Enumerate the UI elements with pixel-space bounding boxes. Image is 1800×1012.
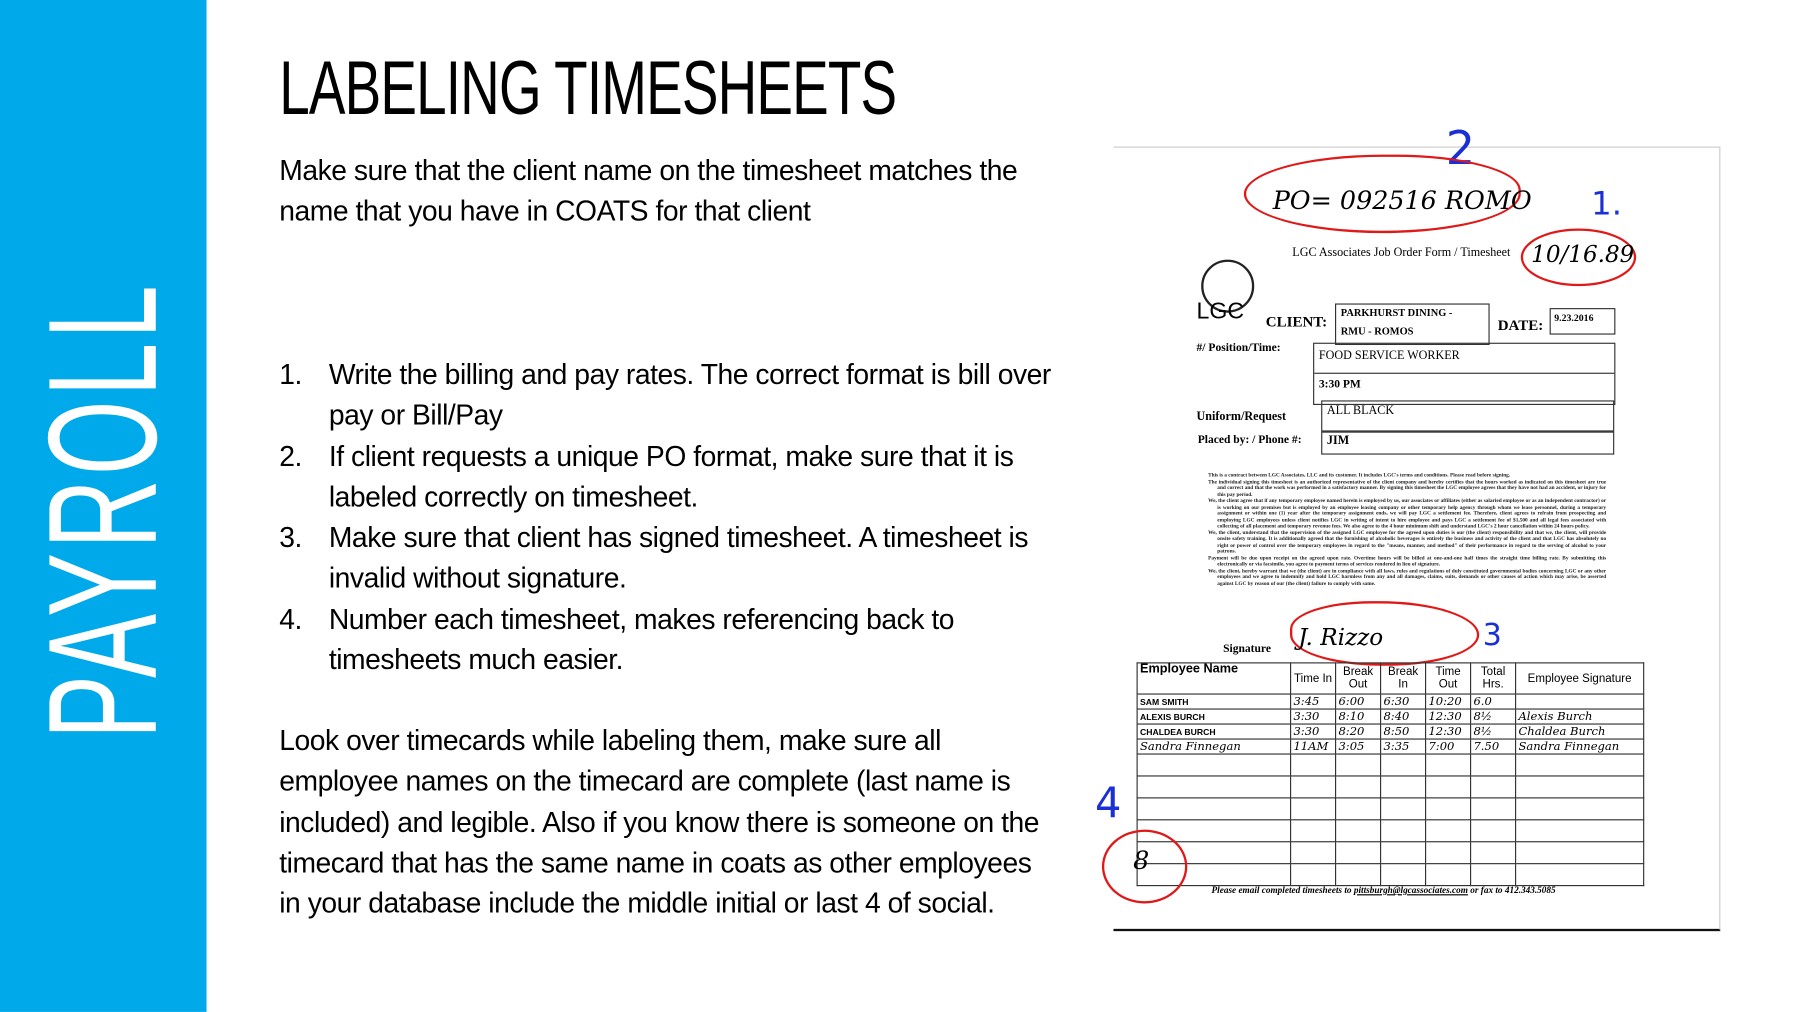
- cell-total: 7.50: [1471, 739, 1516, 754]
- uniform-value: ALL BLACK: [1326, 405, 1395, 418]
- placed-field: [1321, 432, 1614, 455]
- intro-paragraph: Make sure that the client name on the timesheet matches the name that you have in COATS for that client: [279, 155, 1018, 228]
- cell-time-out: 12:30: [1426, 709, 1471, 724]
- client-signature: J. Rizzo: [1298, 623, 1384, 651]
- timesheet-image: [1095, 122, 1720, 932]
- hours-table: [1137, 662, 1645, 886]
- table-row: [1137, 724, 1644, 739]
- sidebar-band: [0, 0, 207, 1012]
- list-number: 1.: [279, 360, 302, 392]
- cell-signature: Chaldea Burch: [1516, 724, 1644, 739]
- divider: [1314, 373, 1614, 374]
- annotation-1: 1.: [1591, 184, 1622, 223]
- table-row-empty: [1137, 776, 1644, 798]
- list-text: Make sure that client has signed timesheet. A timesheet is invalid without signature.: [328, 522, 1029, 595]
- placed-label: Placed by: / Phone #:: [1197, 433, 1302, 447]
- table-row-empty: [1137, 798, 1644, 820]
- cell-break-out: 6:00: [1336, 694, 1381, 709]
- list-number: 4.: [279, 604, 302, 636]
- list-number: 3.: [279, 522, 302, 555]
- cell-total: 8½: [1471, 724, 1516, 739]
- placed-value: JIM: [1326, 435, 1350, 448]
- position-field: [1313, 343, 1615, 405]
- closing-paragraph: Look over timecards while labeling them, make sure all employee names on the timecard are complete (last name is included) and legible. Also if you know there is someone on the timecard that has the same name in coats as other employees in your database include the middle initial or last 4 of social.: [279, 725, 1040, 920]
- terms-fine-print: [1208, 472, 1606, 586]
- term: Payment will be due upon receipt on the agreed upon rate. Overtime hours will be billed at one-and-one half times the straight time billing rate. By submitting this electronically or via facsimile, you agree to payment terms of services rendered in lieu of signature.: [1208, 554, 1607, 567]
- cell-name: SAM SMITH: [1137, 694, 1290, 709]
- page-title: LABELING TIMESHEETS: [279, 45, 897, 131]
- cell-time-out: 7:00: [1426, 739, 1471, 754]
- cell-time-out: 12:30: [1426, 724, 1471, 739]
- steps-list: [279, 355, 1064, 681]
- date-value: 9.23.2016: [1554, 311, 1594, 324]
- cell-name: ALEXIS BURCH: [1137, 709, 1290, 724]
- table-row: [1137, 739, 1644, 754]
- list-item: [279, 600, 1064, 681]
- cell-name: CHALDEA BURCH: [1137, 724, 1290, 739]
- position-value: FOOD SERVICE WORKER: [1318, 349, 1460, 363]
- cell-break-in: 3:35: [1381, 739, 1426, 754]
- footer-fax: or fax to 412.343.5085: [1467, 885, 1556, 896]
- table-row-empty: [1137, 820, 1644, 842]
- list-text: Write the billing and pay rates. The correct format is bill over pay or Bill/Pay: [328, 360, 1051, 432]
- annotation-3: 3: [1482, 618, 1502, 654]
- cell-time-in: 11AM: [1291, 739, 1336, 754]
- bill-pay-rates: 10/16.89: [1531, 240, 1635, 268]
- cell-signature: Alexis Burch: [1516, 709, 1644, 724]
- col-break-in: Break In: [1381, 663, 1426, 694]
- list-item: [279, 518, 1064, 599]
- col-employee-name: Employee Name: [1137, 663, 1290, 694]
- client-line-2: RMU - ROMOS: [1340, 325, 1414, 337]
- col-total-hrs: Total Hrs.: [1471, 663, 1516, 694]
- table-row: [1137, 709, 1644, 724]
- cell-name: Sandra Finnegan: [1137, 739, 1290, 754]
- table-row: [1137, 694, 1644, 709]
- sidebar-label: PAYROLL: [17, 280, 190, 740]
- lgc-logo-text: LGC: [1196, 298, 1244, 325]
- position-label: #/ Position/Time:: [1196, 341, 1281, 355]
- list-text: Number each timesheet, makes referencing back to timesheets much easier.: [328, 604, 955, 677]
- signature-label: Signature: [1223, 642, 1271, 656]
- list-text: If client requests a unique PO format, make sure that it is labeled correctly on timesheet.: [328, 441, 1014, 514]
- sheet-number: 8: [1133, 846, 1150, 876]
- cell-time-in: 3:30: [1291, 709, 1336, 724]
- cell-break-out: 8:20: [1336, 724, 1381, 739]
- uniform-label: Uniform/Request: [1196, 410, 1287, 424]
- col-break-out: Break Out: [1336, 663, 1381, 694]
- table-row-empty: [1137, 864, 1644, 886]
- cell-total: 8½: [1471, 709, 1516, 724]
- table-row-empty: [1137, 842, 1644, 864]
- cell-break-out: 3:05: [1336, 739, 1381, 754]
- po-number: PO= 092516 ROMO: [1272, 186, 1532, 216]
- term: This is a contract between LGC Associates, LLC and its customer. It includes LGC's terms and conditions. Please read before signing.: [1208, 471, 1511, 478]
- annotation-4: 4: [1095, 780, 1122, 828]
- cell-time-in: 3:30: [1291, 724, 1336, 739]
- footer-email: pittsburgh@lgcassociates.com: [1353, 885, 1468, 896]
- cell-break-in: 8:50: [1381, 724, 1426, 739]
- term: The individual signing this timesheet is an authorized representative of the client company and hereby certifies that the hours worked as indicated on this timesheet are true and correct and that the work was performed in a satisfactory manner. By signing this timesheet the LGC employee agrees that they have not had an accident, or injury for this pay period.: [1208, 478, 1607, 497]
- date-field: [1550, 308, 1616, 335]
- list-item: [279, 437, 1064, 518]
- footer-text: Please email completed timesheets to: [1211, 885, 1354, 896]
- client-label: CLIENT:: [1265, 312, 1328, 331]
- col-employee-signature: Employee Signature: [1516, 663, 1644, 694]
- cell-break-in: 8:40: [1381, 709, 1426, 724]
- cell-time-out: 10:20: [1426, 694, 1471, 709]
- footer-note: [1212, 885, 1556, 895]
- col-time-in: Time In: [1291, 663, 1336, 694]
- cell-break-in: 6:30: [1381, 694, 1426, 709]
- client-line-1: PARKHURST DINING -: [1340, 306, 1453, 319]
- table-header: [1137, 663, 1644, 694]
- uniform-field: [1321, 400, 1614, 431]
- annotation-2: 2: [1445, 122, 1476, 176]
- term: We, the client agree that if any temporary employee named herein is employed by us, our associates or affiliates (either as salaried employee or as an independent contractor) or is working on our premises but is employed by an employee leasing company or other temporary help agency through whom we lease personnel, during a temporary assignment or within one (1) year after the temporary assignment ends, we will pay LGC a settlement fee. Therefore, client agrees to refrain from prospecting and employing LGC employees unless client notifies LGC in writing of intent to hire employee and pays LGC a settlement fee of $1,500 and all legal fees associated with collecting of all placement and temporary revenue fees. We also agree to the 4 hour minimum shift and understand LGC's 2 hour cancellation within 24 hours policy.: [1208, 497, 1607, 529]
- cell-signature: Sandra Finnegan: [1516, 739, 1644, 754]
- cell-signature: [1516, 694, 1644, 709]
- cell-total: 6.0: [1471, 694, 1516, 709]
- form-title: LGC Associates Job Order Form / Timesheet: [1292, 246, 1511, 260]
- list-number: 2.: [279, 441, 302, 473]
- time-value: 3:30 PM: [1318, 378, 1361, 392]
- cell-break-out: 8:10: [1336, 709, 1381, 724]
- term: We, the client, hereby warrant that we (the client) are in compliance with all laws, rules and regulations of duly constituted governmental bodies concerning LGC or any other employees and we agree to indemnify and hold LGC harmless from any and all damages, claims, suits, demands or other causes of action which may arise, be asserted against LGC by reason of our (the client) failure to comply with same.: [1208, 567, 1607, 586]
- term: We, the client, understand that the supervision of the assigned LGC employee for the agreed upon duties is our (the client) responsibility and that we, the client, will provide onsite safety training. It is additionally agreed that the furnishing of alcoholic beverages is entirely the business and activity of the client and that LGC has absolutely no right or power of control over the temporary employees in regard to the "means, manner, and method" of their performance in regard to the serving of alcohol to your patrons.: [1208, 529, 1607, 554]
- cell-time-in: 3:45: [1291, 694, 1336, 709]
- table-row-empty: [1137, 754, 1644, 776]
- date-label: DATE:: [1497, 316, 1544, 334]
- col-time-out: Time Out: [1426, 663, 1471, 694]
- client-field: [1335, 303, 1490, 345]
- list-item: [279, 355, 1064, 436]
